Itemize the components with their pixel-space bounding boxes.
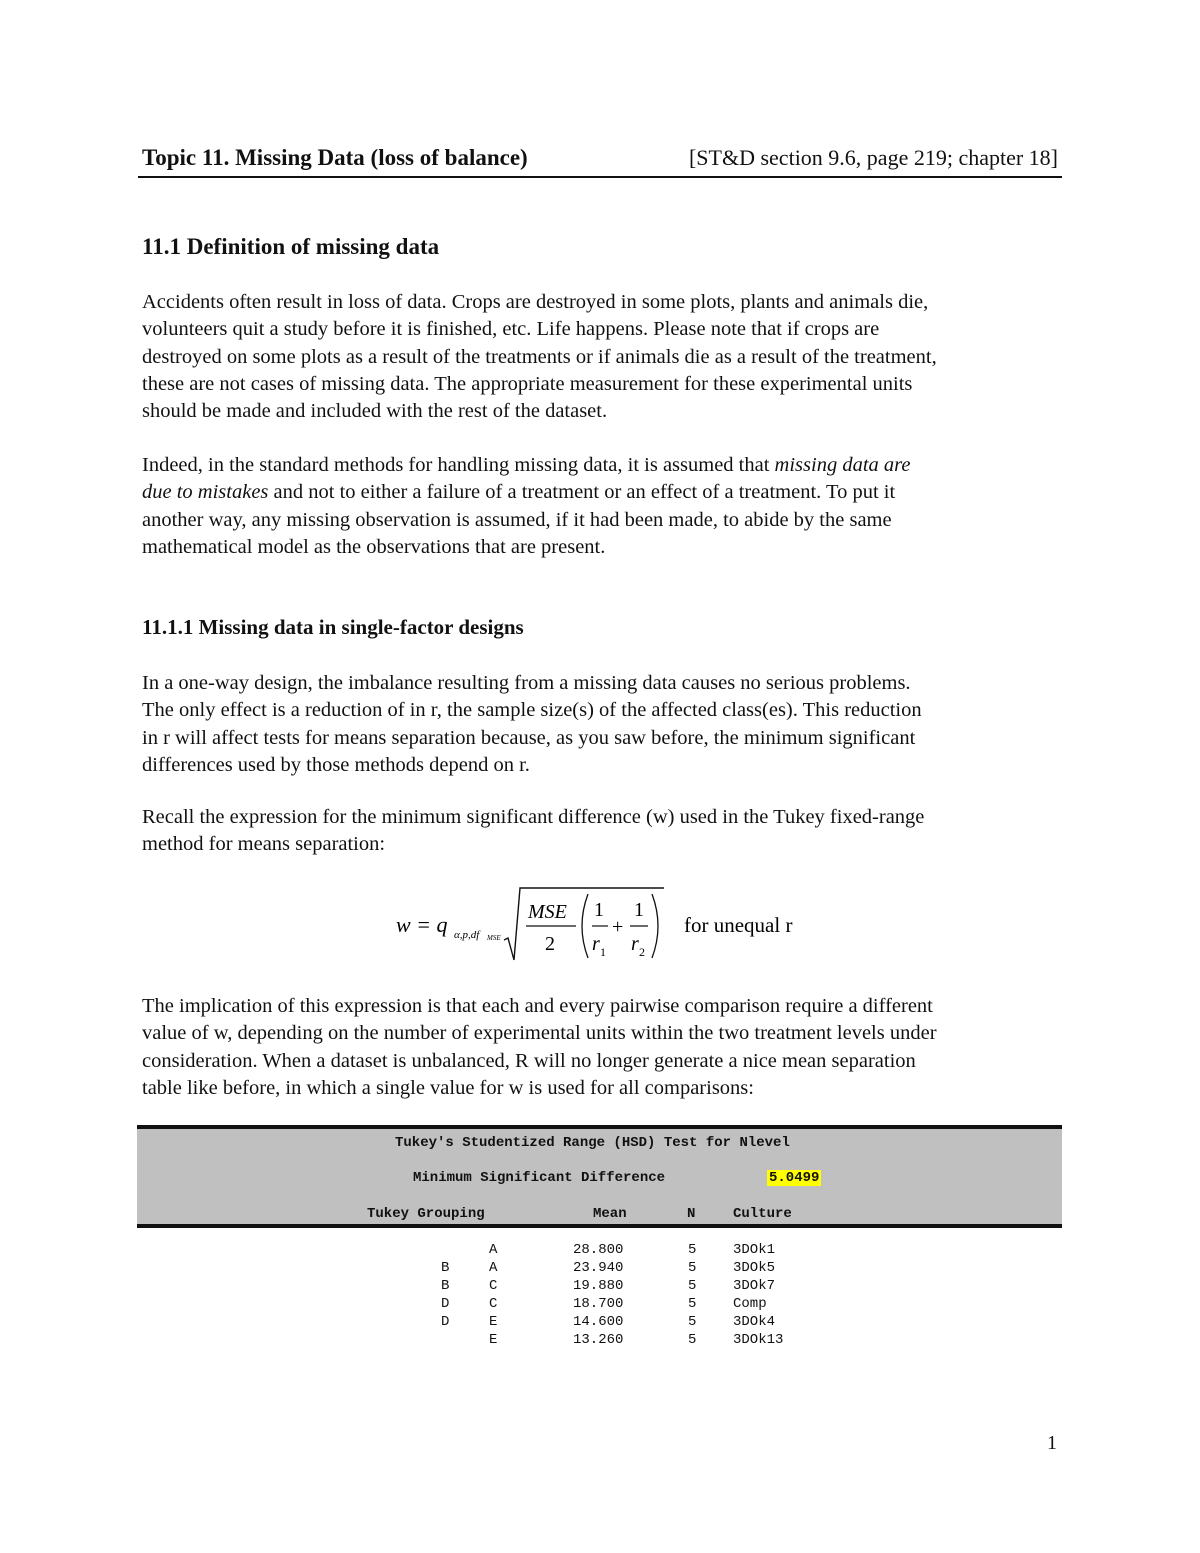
n-value: 5 [688,1332,697,1348]
mean-value: 19.880 [573,1278,624,1294]
formula-note: for unequal r [684,913,793,937]
col-culture: Culture [733,1206,792,1222]
tukey-output [137,1125,1062,1350]
topic-title: Topic 11. Missing Data (loss of balance) [142,145,528,170]
text-line: consideration. When a dataset is unbalanced, R will no longer generate a nice mean separation [142,1049,916,1072]
msd-label: Minimum Significant Difference [413,1170,666,1186]
tukey-formula [390,880,820,970]
tukey-title: Tukey's Studentized Range (HSD) Test for Nlevel [395,1135,790,1151]
right-paren [652,894,658,958]
col-n: N [687,1206,696,1222]
mean-value: 13.260 [573,1332,624,1348]
n-value: 5 [688,1296,697,1312]
grouping-letter: A [489,1260,498,1276]
tukey-rows [137,1242,1062,1350]
topic-reference: [ST&D section 9.6, page 219; chapter 18] [688,145,1058,170]
text-line: In a one-way design, the imbalance resulting from a missing data causes no serious problems. [142,672,911,694]
text-line: in r will affect tests for means separation because, as you saw before, the minimum significant [142,726,916,749]
culture-value: 3DOk13 [733,1332,784,1348]
text-line: volunteers quit a study before it is finished, etc. Life happens. Please note that if crops are [142,318,880,341]
text-fragment: and not to either a failure of a treatment or an effect of a treatment. To put it [268,481,896,504]
grouping-letter: D [441,1296,450,1312]
text-line: value of w, depending on the number of experimental units within the two treatment levels under [142,1022,937,1045]
page-header [138,142,1062,178]
plus-sign: + [612,916,624,938]
grouping-letter: B [441,1260,450,1276]
formula-lhs: w = q [396,912,448,937]
n-value: 5 [688,1278,697,1294]
table-row [137,1260,1062,1278]
culture-value: 3DOk4 [733,1314,776,1330]
left-paren [582,894,588,958]
text-line: Accidents often result in loss of data. Crops are destroyed in some plots, plants and animals die, [142,291,929,313]
grouping-letter: C [489,1296,498,1312]
emphasis-text: missing data are [774,454,911,476]
formula-graphic [390,880,820,970]
text-line: mathematical model as the observations that are present. [142,535,606,558]
n-value: 5 [688,1260,697,1276]
text-line: these are not cases of missing data. The appropriate measurement for these experimental units [142,372,913,395]
culture-value: 3DOk5 [733,1260,776,1276]
text-line: The only effect is a reduction of in r, the sample size(s) of the affected class(es). This reduction [142,699,922,722]
grouping-letter: D [441,1314,450,1330]
n-value: 5 [688,1242,697,1258]
grouping-letter: A [489,1242,498,1258]
fraction-numerator: MSE [528,901,567,923]
r1-symbol: r [592,933,600,955]
text-line [142,479,1064,506]
grouping-letter: C [489,1278,498,1294]
table-row [137,1296,1062,1314]
text-line: differences used by those methods depend on r. [142,753,530,776]
paragraph-assumption [142,452,1064,561]
section-heading: 11.1 Definition of missing data [142,234,440,259]
n-value: 5 [688,1314,697,1330]
text-fragment: Indeed, in the standard methods for handling missing data, it is assumed that [142,454,775,476]
text-line: method for means separation: [142,833,386,856]
table-row [137,1278,1062,1296]
formula-subscript: α,p,df [454,929,480,941]
r2-symbol: r [631,933,639,955]
one-numerator-a: 1 [594,899,604,921]
page-number: 1 [1047,1432,1057,1454]
text-line: should be made and included with the rest of the dataset. [142,400,608,423]
table-row [137,1332,1062,1350]
msd-value: 5.0499 [769,1170,820,1186]
table-row [137,1242,1062,1260]
text-line: destroyed on some plots as a result of the treatments or if animals die as a result of the treatment, [142,345,937,368]
col-mean: Mean [593,1206,627,1222]
paragraph-recall [142,804,1064,859]
emphasis-text: due to mistakes [142,481,269,504]
col-tukey-grouping: Tukey Grouping [367,1206,485,1222]
grouping-letter: E [489,1332,498,1348]
mean-value: 23.940 [573,1260,624,1276]
text-line: table like before, in which a single value for w is used for all comparisons: [142,1076,754,1099]
paragraph-implication [142,993,1064,1102]
culture-value: 3DOk7 [733,1278,776,1294]
culture-value: 3DOk1 [733,1242,776,1258]
fraction-denominator: 2 [545,933,555,955]
paragraph-one-way [142,670,1064,779]
grouping-letter: E [489,1314,498,1330]
mean-value: 14.600 [573,1314,624,1330]
text-line: another way, any missing observation is assumed, if it had been made, to abide by the same [142,508,892,531]
paragraph-definition [142,289,1064,425]
text-line [142,452,1064,479]
r1-subscript: 1 [600,945,606,959]
text-line: The implication of this expression is that each and every pairwise comparison require a different [142,995,933,1017]
tukey-header [137,1125,1062,1228]
culture-value: Comp [733,1296,767,1312]
r2-subscript: 2 [639,945,645,959]
mean-value: 28.800 [573,1242,624,1258]
grouping-letter: B [441,1278,450,1294]
formula-subsubscript: MSE [487,934,501,942]
table-row [137,1314,1062,1332]
subsection-heading: 11.1.1 Missing data in single-factor designs [142,615,524,639]
one-numerator-b: 1 [634,899,644,921]
text-line: Recall the expression for the minimum significant difference (w) used in the Tukey fixed-range [142,806,925,828]
mean-value: 18.700 [573,1296,624,1312]
